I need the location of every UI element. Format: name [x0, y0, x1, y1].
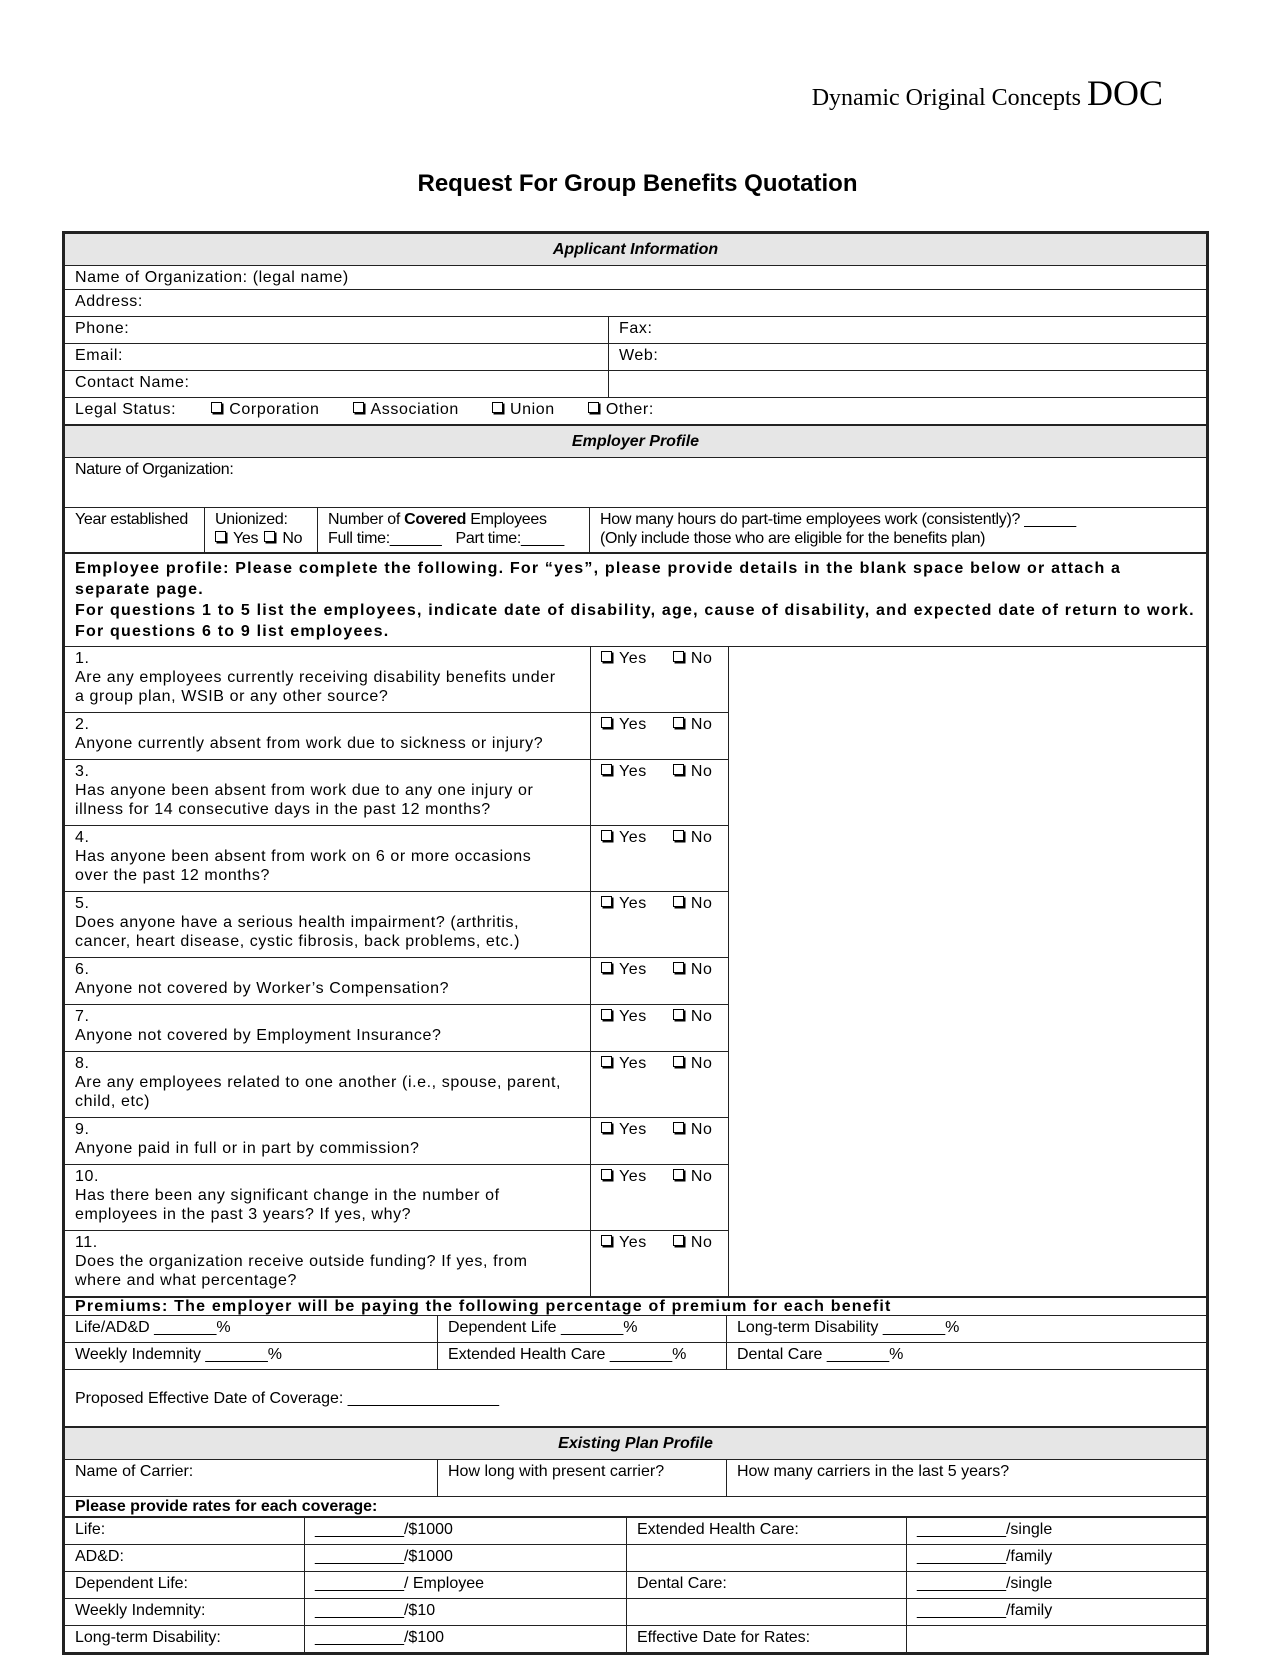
question-text-cell	[65, 1118, 591, 1165]
question-number: 5.	[75, 895, 90, 912]
premium-dependent-life[interactable]: Dependent Life _______%	[438, 1316, 727, 1343]
yes-no-cell	[591, 713, 729, 760]
rates-table	[64, 1517, 1207, 1653]
details-space[interactable]	[729, 647, 1207, 1297]
rate-value-field[interactable]: __________/family	[907, 1545, 1207, 1572]
rate-coverage-label: Life:	[65, 1518, 305, 1545]
yes-no-cell	[591, 1118, 729, 1165]
question-text: Anyone not covered by Worker’s Compensation?	[75, 980, 450, 997]
contact-extra-cell[interactable]	[609, 371, 1207, 398]
question-number: 4.	[75, 829, 90, 846]
rate-value-field[interactable]	[907, 1626, 1207, 1653]
premium-weekly-indemnity[interactable]: Weekly Indemnity _______%	[65, 1343, 438, 1370]
employee-profile-section	[64, 553, 1207, 1297]
question-text: Does anyone have a serious health impairment? (arthritis, cancer, heart disease, cystic fibrosis, back problems, etc.)	[75, 914, 521, 950]
question-text-cell	[65, 713, 591, 760]
yes-no-cell	[591, 1005, 729, 1052]
premium-dental[interactable]: Dental Care _______%	[727, 1343, 1207, 1370]
page-title: Request For Group Benefits Quotation	[417, 170, 858, 197]
year-established-field[interactable]: Year established	[65, 508, 205, 553]
answer-yes[interactable]: Yes	[601, 1121, 647, 1138]
answer-no[interactable]: No	[673, 716, 713, 733]
rate-value-field[interactable]: __________/single	[907, 1572, 1207, 1599]
question-number: 1.	[75, 650, 90, 667]
question-number: 7.	[75, 1008, 90, 1025]
yes-no-cell	[591, 958, 729, 1005]
question-text: Anyone not covered by Employment Insurance?	[75, 1027, 442, 1044]
question-number: 10.	[75, 1168, 100, 1185]
yes-no-cell	[591, 760, 729, 826]
applicant-section	[64, 233, 1207, 425]
question-text-cell	[65, 760, 591, 826]
rate-row	[65, 1626, 1207, 1653]
checkbox-icon[interactable]	[601, 962, 612, 973]
answer-yes[interactable]: Yes	[601, 1168, 647, 1185]
existing-plan-section	[64, 1427, 1207, 1517]
rate-value-field[interactable]: __________/family	[907, 1599, 1207, 1626]
rate-coverage-label[interactable]	[627, 1545, 907, 1572]
checkbox-icon[interactable]	[588, 402, 599, 413]
legal-status-association[interactable]: Association	[353, 401, 459, 418]
yes-no-cell	[591, 647, 729, 713]
part-time-field[interactable]: Part time:_____	[455, 530, 564, 547]
checkbox-icon[interactable]	[601, 1235, 612, 1246]
question-number: 3.	[75, 763, 90, 780]
legal-status-other[interactable]: Other:	[588, 401, 654, 418]
covered-employees-label: Number of Covered Employees	[328, 511, 547, 528]
nature-of-organization-field[interactable]: Nature of Organization:	[65, 458, 1207, 508]
answer-yes[interactable]: Yes	[601, 650, 647, 667]
checkbox-icon[interactable]	[492, 402, 503, 413]
rate-value-field[interactable]: __________/$100	[305, 1626, 627, 1653]
unionized-label: Unionized:	[215, 511, 288, 528]
answer-yes[interactable]: Yes	[601, 895, 647, 912]
rate-coverage-label: Long-term Disability:	[65, 1626, 305, 1653]
fax-field[interactable]: Fax:	[609, 317, 1207, 344]
premium-ltd[interactable]: Long-term Disability _______%	[727, 1316, 1207, 1343]
email-field[interactable]: Email:	[65, 344, 609, 371]
answer-no[interactable]: No	[673, 829, 713, 846]
answer-no[interactable]: No	[673, 1168, 713, 1185]
rate-value-field[interactable]: __________/$1000	[305, 1545, 627, 1572]
org-name-field[interactable]: Name of Organization: (legal name)	[65, 266, 1207, 290]
checkbox-icon[interactable]	[673, 764, 684, 775]
checkbox-icon[interactable]	[673, 1235, 684, 1246]
part-time-hours-note: (Only include those who are eligible for the benefits plan)	[600, 530, 986, 547]
answer-no[interactable]: No	[673, 650, 713, 667]
premiums-header: Premiums: The employer will be paying the following percentage of premium for each benefit	[65, 1298, 1207, 1316]
checkbox-icon[interactable]	[673, 1009, 684, 1020]
covered-employees-field	[318, 508, 590, 553]
rates-header: Please provide rates for each coverage:	[65, 1497, 1207, 1517]
yes-no-cell	[591, 826, 729, 892]
answer-yes[interactable]: Yes	[601, 1234, 647, 1251]
checkbox-icon[interactable]	[673, 1056, 684, 1067]
checkbox-icon[interactable]	[673, 1122, 684, 1133]
rate-coverage-label: Effective Date for Rates:	[627, 1626, 907, 1653]
checkbox-icon[interactable]	[264, 531, 275, 542]
rate-coverage-label: Dental Care:	[627, 1572, 907, 1599]
question-text: Are any employees currently receiving disability benefits under a group plan, WSIB or any other source?	[75, 669, 556, 705]
section-header-employer: Employer Profile	[65, 426, 1207, 458]
web-field[interactable]: Web:	[609, 344, 1207, 371]
unionized-field	[205, 508, 318, 553]
premium-extended-health[interactable]: Extended Health Care _______%	[438, 1343, 727, 1370]
yes-no-cell	[591, 892, 729, 958]
answer-yes[interactable]: Yes	[601, 961, 647, 978]
quotation-form	[62, 231, 1209, 1655]
question-text: Does the organization receive outside funding? If yes, from where and what percentage?	[75, 1253, 528, 1289]
checkbox-icon[interactable]	[211, 402, 222, 413]
rate-coverage-label[interactable]	[627, 1599, 907, 1626]
question-text: Has anyone been absent from work due to any one injury or illness for 14 consecutive days in the past 12 months?	[75, 782, 534, 818]
checkbox-icon[interactable]	[601, 651, 612, 662]
question-text: Has anyone been absent from work on 6 or more occasions over the past 12 months?	[75, 848, 532, 884]
brand-acronym: DOC	[1086, 73, 1163, 113]
premiums-section	[64, 1297, 1207, 1427]
question-number: 9.	[75, 1121, 90, 1138]
checkbox-icon[interactable]	[673, 717, 684, 728]
question-text-cell	[65, 1231, 591, 1297]
rate-value-field[interactable]: __________/$10	[305, 1599, 627, 1626]
yes-no-cell	[591, 1052, 729, 1118]
checkbox-icon[interactable]	[601, 830, 612, 841]
rate-coverage-label: Weekly Indemnity:	[65, 1599, 305, 1626]
answer-yes[interactable]: Yes	[601, 763, 647, 780]
how-long-carrier-field[interactable]: How long with present carrier?	[438, 1460, 727, 1497]
legal-status-union[interactable]: Union	[492, 401, 555, 418]
unionized-no[interactable]: No	[262, 530, 302, 547]
checkbox-icon[interactable]	[673, 962, 684, 973]
checkbox-icon[interactable]	[673, 830, 684, 841]
legal-status-row	[65, 398, 1207, 425]
question-text: Are any employees related to one another (i.e., spouse, parent, child, etc)	[75, 1074, 562, 1110]
answer-no[interactable]: No	[673, 961, 713, 978]
employer-section	[64, 425, 1207, 553]
rate-row	[65, 1599, 1207, 1626]
brand-header	[812, 72, 1163, 114]
question-text-cell	[65, 826, 591, 892]
part-time-hours-field[interactable]	[590, 508, 1207, 553]
full-time-field[interactable]: Full time:______	[328, 530, 442, 547]
question-number: 8.	[75, 1055, 90, 1072]
answer-yes[interactable]: Yes	[601, 716, 647, 733]
question-text: Anyone paid in full or in part by commission?	[75, 1140, 420, 1157]
checkbox-icon[interactable]	[601, 896, 612, 907]
legal-status-corporation[interactable]: Corporation	[211, 401, 319, 418]
question-text-cell	[65, 1005, 591, 1052]
phone-field[interactable]: Phone:	[65, 317, 609, 344]
address-field[interactable]: Address:	[65, 290, 1207, 317]
checkbox-icon[interactable]	[601, 1056, 612, 1067]
rate-coverage-label: AD&D:	[65, 1545, 305, 1572]
question-text-cell	[65, 958, 591, 1005]
checkbox-icon[interactable]	[353, 402, 364, 413]
checkbox-icon[interactable]	[601, 1009, 612, 1020]
question-number: 2.	[75, 716, 90, 733]
checkbox-icon[interactable]	[673, 896, 684, 907]
answer-no[interactable]: No	[673, 1121, 713, 1138]
legal-status-label: Legal Status:	[75, 401, 177, 418]
checkbox-icon[interactable]	[673, 1169, 684, 1180]
rate-value-field[interactable]: __________/$1000	[305, 1518, 627, 1545]
carriers-count-field[interactable]: How many carriers in the last 5 years?	[727, 1460, 1207, 1497]
question-text-cell	[65, 1165, 591, 1231]
rate-row	[65, 1518, 1207, 1545]
rate-row	[65, 1545, 1207, 1572]
question-number: 11.	[75, 1234, 98, 1251]
checkbox-icon[interactable]	[601, 1122, 612, 1133]
answer-no[interactable]: No	[673, 763, 713, 780]
answer-no[interactable]: No	[673, 1055, 713, 1072]
question-text-cell	[65, 892, 591, 958]
answer-no[interactable]: No	[673, 895, 713, 912]
answer-no[interactable]: No	[673, 1234, 713, 1251]
answer-no[interactable]: No	[673, 1008, 713, 1025]
question-text-cell	[65, 1052, 591, 1118]
checkbox-icon[interactable]	[673, 651, 684, 662]
employee-profile-instructions: Employee profile: Please complete the following. For “yes”, please provide details in the blank space below or attach a separate page. For questions 1 to 5 list the employees, indicate date of disability, age, cause of disability, and expected date of return to work. For questions 6 to 9 list employees.	[65, 554, 1207, 647]
rate-coverage-label: Dependent Life:	[65, 1572, 305, 1599]
unionized-yes[interactable]: Yes	[215, 530, 258, 547]
effective-date-field[interactable]: Proposed Effective Date of Coverage: _________________	[65, 1370, 1207, 1427]
question-text: Anyone currently absent from work due to sickness or injury?	[75, 735, 544, 752]
question-text: Has there been any significant change in the number of employees in the past 3 years? If yes, why?	[75, 1187, 500, 1223]
premium-life-add[interactable]: Life/AD&D _______%	[65, 1316, 438, 1343]
part-time-hours-question: How many hours do part-time employees work (consistently)? ______	[600, 511, 1076, 528]
checkbox-icon[interactable]	[601, 764, 612, 775]
checkbox-icon[interactable]	[601, 1169, 612, 1180]
answer-yes[interactable]: Yes	[601, 1055, 647, 1072]
rate-value-field[interactable]: __________/single	[907, 1518, 1207, 1545]
question-number: 6.	[75, 961, 90, 978]
question-text-cell	[65, 647, 591, 713]
yes-no-cell	[591, 1231, 729, 1297]
answer-yes[interactable]: Yes	[601, 1008, 647, 1025]
answer-yes[interactable]: Yes	[601, 829, 647, 846]
checkbox-icon[interactable]	[215, 531, 226, 542]
carrier-name-field[interactable]: Name of Carrier:	[65, 1460, 438, 1497]
brand-name: Dynamic Original Concepts	[811, 85, 1081, 111]
yes-no-cell	[591, 1165, 729, 1231]
question-row	[65, 647, 1207, 713]
contact-name-field[interactable]: Contact Name:	[65, 371, 609, 398]
rate-row	[65, 1572, 1207, 1599]
section-header-existing-plan: Existing Plan Profile	[65, 1428, 1207, 1460]
rate-value-field[interactable]: __________/ Employee	[305, 1572, 627, 1599]
section-header-applicant: Applicant Information	[65, 234, 1207, 266]
rate-coverage-label: Extended Health Care:	[627, 1518, 907, 1545]
checkbox-icon[interactable]	[601, 717, 612, 728]
